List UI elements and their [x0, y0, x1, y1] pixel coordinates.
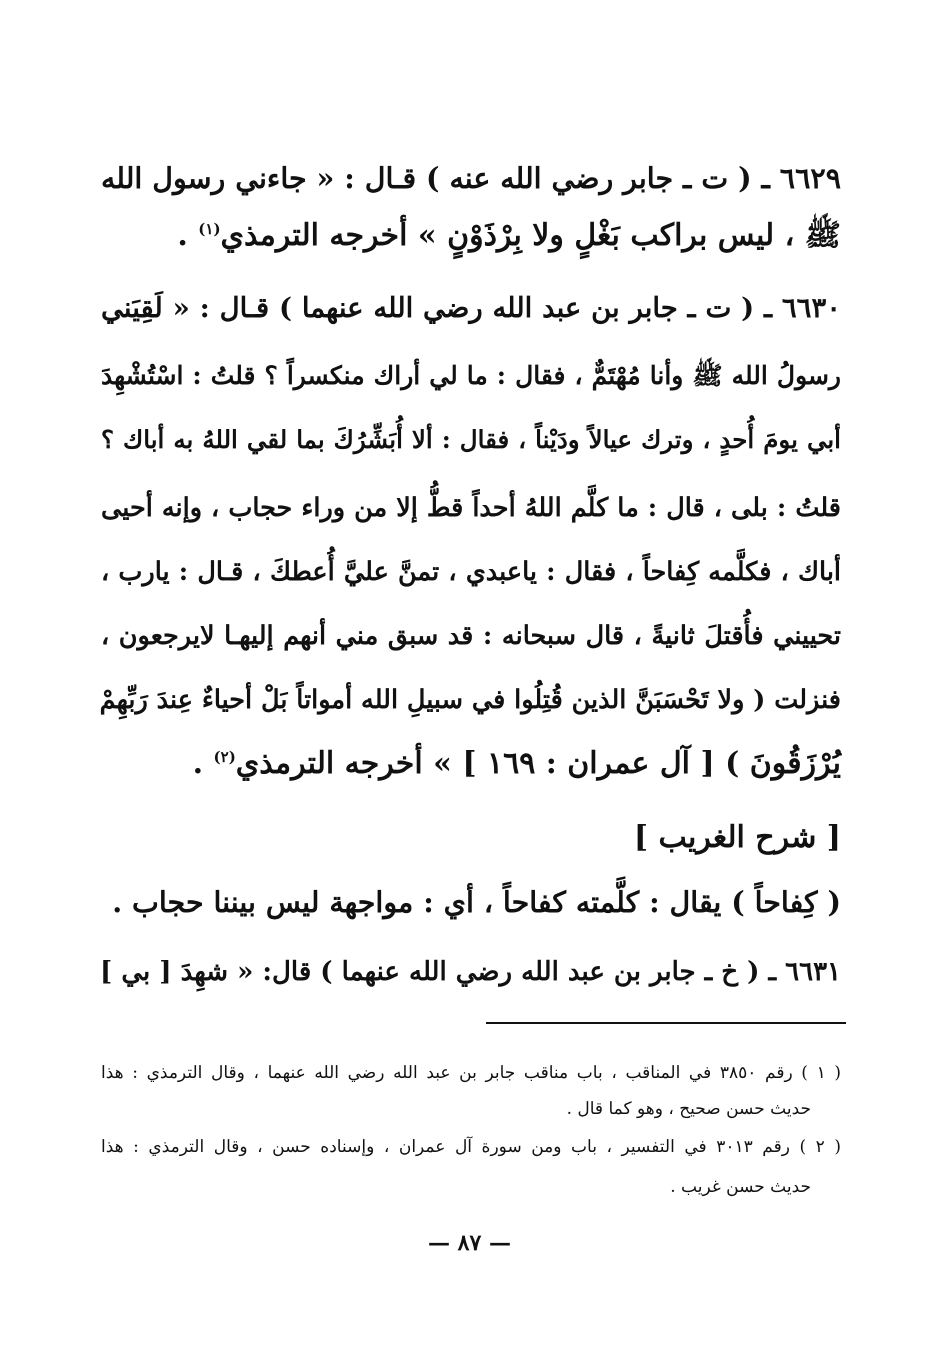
- section-heading-sharh-al-gharib: [ شرح الغريب ]: [633, 820, 841, 855]
- gharib-explanation: ( كِفاحاً ) يقال : كلَّمته كفاحاً ، أي : مواجهة ليس بيننا حجاب .: [112, 885, 841, 919]
- footnote-ref-2: (٢): [213, 748, 236, 766]
- footnote-2-line-2: حديث حسن غريب .: [670, 1177, 811, 1197]
- footnote-1-line-1: ( ١ ) رقم ٣٨٥٠ في المناقب ، باب مناقب جابر بن عبد الله رضي الله عنهما ، وقال الترمذي : هذا: [101, 1063, 841, 1083]
- footnote-ref-1: (١): [198, 220, 221, 238]
- hadith-6630-line-7: فنزلت ( ولا تَحْسَبَنَّ الذين قُتِلُوا في سبيلِ الله أمواتاً بَلْ أحياءٌ عِندَ رَبِّهِمْ: [99, 685, 841, 715]
- hadith-6630-text-end: يُرْزَقُونَ ) [ آل عمران : ١٦٩ ] » أخرجه الترمذي: [235, 746, 841, 781]
- hadith-6631-line-1: ٦٦٣١ ـ ( خ ـ جابر بن عبد الله رضي الله عنهما ) قال: « شهِدَ [ بي ]: [99, 957, 841, 987]
- footnote-2-line-1: ( ٢ ) رقم ٣٠١٣ في التفسير ، باب ومن سورة آل عمران ، وإسناده حسن ، وقال الترمذي : هذا: [101, 1137, 841, 1157]
- footnote-separator: [486, 1022, 846, 1024]
- footnote-1-line-2: حديث حسن صحيح ، وهو كما قال .: [566, 1099, 811, 1119]
- hadith-6629-line-2: [101, 208, 841, 264]
- hadith-6630-line-3: أبي يومَ أُحدٍ ، وترك عيالاً ودَيْناً ، فقال : ألا أُبَشِّرُكَ بما لقي اللهُ به أباك ؟: [101, 425, 841, 454]
- hadith-6630-line-6: تحييني فأُقتلَ ثانيةً ، قال سبحانه : قد سبق مني أنهم إليهـا لايرجعون ،: [101, 621, 841, 651]
- line-end-period: .: [177, 218, 188, 253]
- hadith-6629-text: ﷺ ، ليس براكب بَغْلٍ ولا بِرْذَوْنٍ » أخرجه الترمذي: [220, 218, 841, 253]
- hadith-6630-line-5: أباك ، فكلَّمه كِفاحاً ، فقال : ياعبدي ، تمنَّ عليَّ أُعطكَ ، قـال : يارب ،: [101, 557, 841, 587]
- hadith-6630-line-2: رسولُ الله ﷺ وأنا مُهْتَمٌّ ، فقال : ما لي أراك منكسراً ؟ قلتُ : اسْتُشْهِدَ: [101, 361, 841, 390]
- page-number: — ٨٧ —: [428, 1230, 511, 1256]
- hadith-6629-line-1: ٦٦٢٩ ـ ( ت ـ جابر رضي الله عنه ) قـال : « جاءني رسول الله: [101, 161, 841, 195]
- hadith-6630-line-8: [101, 736, 841, 792]
- hadith-6630-line-4: قلتُ : بلى ، قال : ما كلَّم اللهُ أحداً قطُّ إلا من وراء حجاب ، وإنه أحيى: [101, 493, 841, 523]
- line-end-period: .: [192, 746, 204, 781]
- hadith-6630-line-1: ٦٦٣٠ ـ ( ت ـ جابر بن عبد الله رضي الله عنهما ) قـال : « لَقِيَني: [101, 292, 841, 324]
